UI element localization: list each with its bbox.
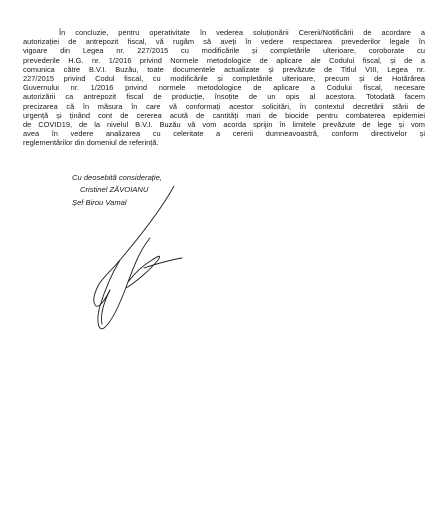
signatory-position: Șef Birou Vamal — [72, 197, 127, 207]
paragraph-line: autorizației de antrepozit fiscal, vă rugăm să aveți în vedere respectarea prevederilor legale în — [23, 37, 425, 47]
paragraph-line: urgență și ținând cont de cererea acută de cantități mari de biocide pentru combaterea epidemiei — [23, 110, 425, 120]
paragraph-line: precizarea că în măsura în care vă conformați acestor solicitări, în contextul decretării stării de — [23, 101, 425, 111]
paragraph-line: În concluzie, pentru operativitate în vederea soluționării Cererii/Notificării de acordare a — [59, 28, 425, 37]
paragraph-line: de COVID19, de la nivelul B.V.I. Buzău vă vom acorda sprijin în limitele prevăzute de lege și vom — [23, 120, 425, 130]
paragraph-line: vigoare din Legea nr. 227/2015 cu modificările și completările ulterioare, coroborate cu — [23, 46, 425, 56]
body-paragraph — [23, 28, 425, 148]
salutation: Cu deosebită considerație, — [72, 173, 162, 182]
paragraph-line: 227/2015 privind Codul fiscal, cu modificările și completările ulterioare, precum și de Hotărârea — [23, 74, 425, 84]
paragraph-line: Guvernului nr. 1/2016 privind normele metodologice de aplicare a Codului fiscal, necesare — [23, 83, 425, 93]
paragraph-line: prevederile H.G. nr. 1/2016 privind Normele metodologice de aplicare ale Codului fiscal, și de a — [23, 55, 425, 65]
paragraph-line: comunica către B.V.I. Buzău, toate documentele actualizate și prevăzute de Titlul VIII, Legea nr. — [23, 64, 425, 74]
handwritten-signature — [70, 186, 220, 336]
signatory-name: Cristinel ZĂVOIANU — [80, 185, 149, 195]
paragraph-line: reglementărilor din domeniul de referință. — [23, 138, 159, 148]
paragraph-line: avea în vedere analizarea cu celeritate a cererii dumneavoastră, conform directivelor și — [23, 129, 425, 139]
paragraph-line: autorizării ca antrepozit fiscal de producție, însoțite de un opis al acestora. Totodată facem — [23, 92, 425, 102]
